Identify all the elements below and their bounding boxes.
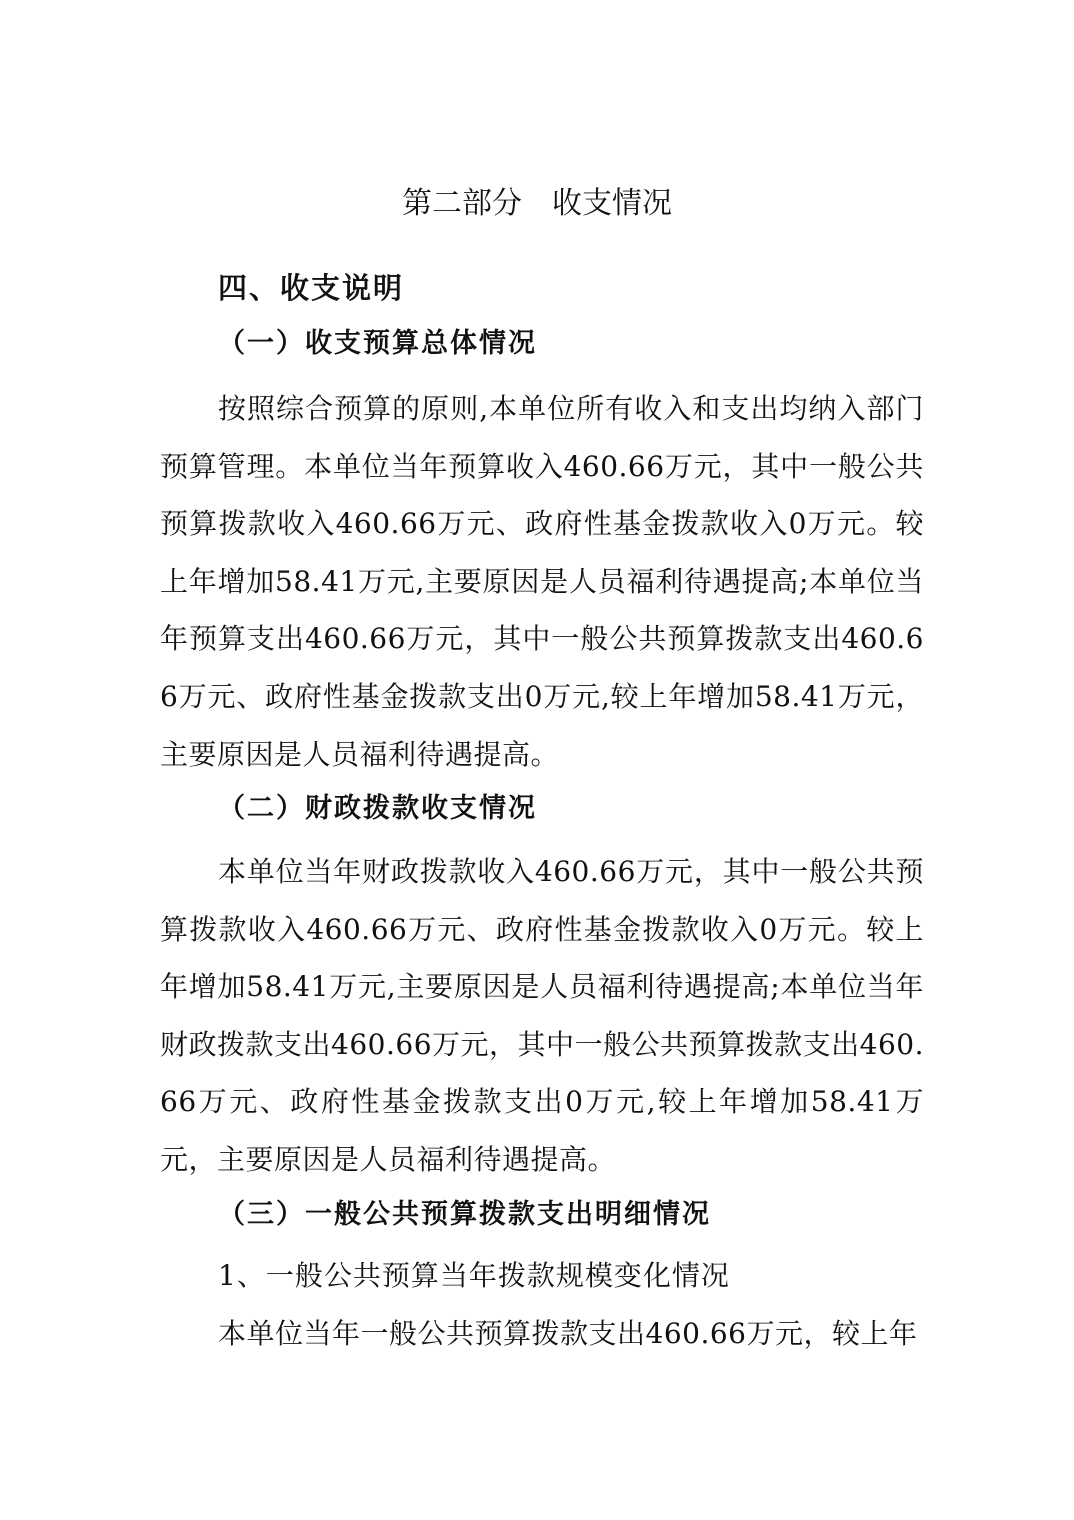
subsection-heading-1: （一）收支预算总体情况 xyxy=(218,328,537,359)
section-heading: 四、收支说明 xyxy=(218,271,405,305)
subsection-heading-3: （三）一般公共预算拨款支出明细情况 xyxy=(218,1199,711,1230)
page-title: 第二部分 收支情况 xyxy=(402,186,672,221)
item-heading-1: 1、一般公共预算当年拨款规模变化情况 xyxy=(218,1259,730,1292)
paragraph-budget-overview: 按照综合预算的原则,本单位所有收入和支出均纳入部门预算管理。本单位当年预算收入460.66万元，其中一般公共预算拨款收入460.66万元、政府性基金拨款收入0万元。较上年增加58.41万元,主要原因是人员福利待遇提高;本单位当年预算支出460.66万元，其中一般公共预算拨款支出460.66万元、政府性基金拨款支出0万元,较上年增加58.41万元，主要原因是人员福利待遇提高。 xyxy=(160,392,924,771)
paragraph-general-budget-detail: 本单位当年一般公共预算拨款支出460.66万元，较上年 xyxy=(218,1317,918,1350)
subsection-heading-2: （二）财政拨款收支情况 xyxy=(218,793,537,824)
paragraph-fiscal-appropriation: 本单位当年财政拨款收入460.66万元，其中一般公共预算拨款收入460.66万元、政府性基金拨款收入0万元。较上年增加58.41万元,主要原因是人员福利待遇提高;本单位当年财政拨款支出460.66万元，其中一般公共预算拨款支出460.66万元、政府性基金拨款支出0万元,较上年增加58.41万元，主要原因是人员福利待遇提高。 xyxy=(160,855,924,1176)
